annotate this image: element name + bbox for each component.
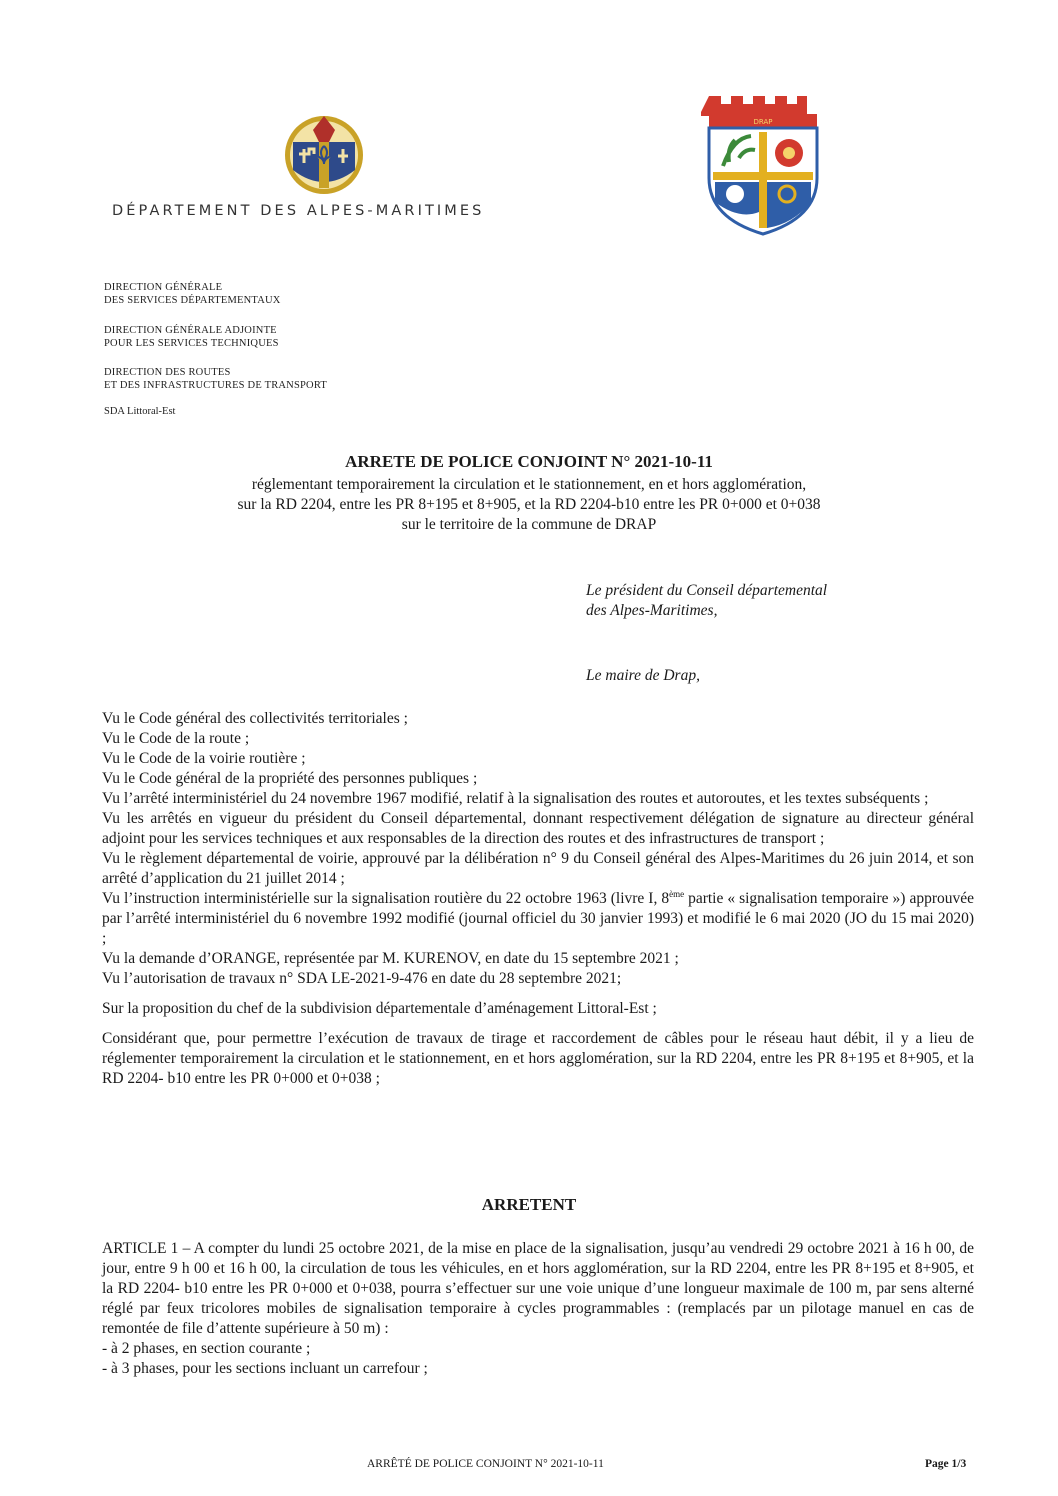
admin-line: DES SERVICES DÉPARTEMENTAUX (104, 295, 281, 306)
visa-item: Vu le Code de la route ; (102, 730, 250, 747)
subtitle-line: sur la RD 2204, entre les PR 8+195 et 8+905, et la RD 2204-b10 entre les PR 0+000 et 0+038 (237, 496, 821, 513)
page-number: Page 1/3 (925, 1458, 967, 1470)
proposition-paragraph: Sur la proposition du chef de la subdivision départementale d’aménagement Littoral-Est ; (102, 1000, 657, 1017)
visa-item: Vu l’arrêté interministériel du 24 novembre 1967 modifié, relatif à la signalisation des routes et autoroutes, et les textes subséquents ; (102, 790, 929, 807)
visas-list (102, 709, 974, 1089)
article-1-item: - à 3 phases, pour les sections incluant un carrefour ; (102, 1360, 428, 1377)
subtitle-line: réglementant temporairement la circulation et le stationnement, en et hors agglomération, (251, 476, 807, 493)
svg-text:DRAP: DRAP (753, 118, 773, 126)
signer-line: Le président du Conseil départemental (586, 582, 828, 599)
visa-item: Vu le règlement départemental de voirie, approuvé par la délibération n° 9 du Conseil général des Alpes-Maritimes du 26 juin 2014, et son arrêté d’application du 21 juillet 2014 ; (102, 850, 974, 887)
arretent-heading: ARRETENT (481, 1195, 577, 1214)
visa-item: Vu le Code général des collectivités territoriales ; (102, 710, 408, 727)
department-name: DÉPARTEMENT DES ALPES-MARITIMES (112, 203, 485, 219)
article-1-text: ARTICLE 1 – A compter du lundi 25 octobre 2021, de la mise en place de la signalisation, jusqu’au vendredi 29 octobre 2021 à 16 h 00, de jour, entre 9 h 00 et 16 h 00, la circulation de tous les véhicules, en et hors agglomération, sur la RD 2204, entre les PR 8+195 et 8+905, et la RD 2204- b10 entre les PR 0+000 et 0+038, pourra s’effectuer sur une voie unique d’une longueur maximale de 100 m, par sens alterné réglé par feux tricolores mobiles de signalisation temporaire à cycles programmables : (remplacés par un pilotage manuel en cas de remontée de file d’attente supérieure à 50 m) : (102, 1240, 974, 1337)
visa-superscript: ème (669, 888, 685, 899)
drap-coat-of-arms-logo (701, 88, 823, 238)
document-title: ARRETE DE POLICE CONJOINT N° 2021-10-11 (345, 452, 713, 471)
admin-block-dgs (104, 281, 281, 307)
signer-line: des Alpes-Maritimes, (586, 602, 718, 619)
visa-text: Vu l’instruction interministérielle sur la signalisation routière du 22 octobre 1963 (livre I, 8 (102, 890, 670, 907)
admin-line: DIRECTION GÉNÉRALE (104, 282, 223, 293)
visa-item: Vu le Code de la voirie routière ; (102, 750, 306, 767)
signer-maire: Le maire de Drap, (586, 667, 700, 684)
visa-item: Vu l’autorisation de travaux n° SDA LE-2021-9-476 en date du 28 septembre 2021; (102, 970, 622, 987)
signer-president (586, 581, 827, 621)
subtitle-line: sur le territoire de la commune de DRAP (401, 516, 657, 533)
considerant-paragraph: Considérant que, pour permettre l’exécution de travaux de tirage et raccordement de câbles pour le réseau haut débit, il y a lieu de réglementer temporairement la circulation et le stationnement, en et hors agglomération, sur la RD 2204, entre les PR 8+195 et 8+905, et la RD 2204- b10 entre les PR 0+000 et 0+038 ; (102, 1030, 974, 1087)
document-subtitle (0, 475, 1058, 535)
visa-item: Vu le Code général de la propriété des personnes publiques ; (102, 770, 478, 787)
admin-line: ET DES INFRASTRUCTURES DE TRANSPORT (104, 380, 328, 391)
admin-block-dga (104, 324, 279, 350)
article-1 (102, 1239, 974, 1379)
visa-item: Vu la demande d’ORANGE, représentée par M. KURENOV, en date du 15 septembre 2021 ; (102, 950, 679, 967)
visa-item: Vu les arrêtés en vigueur du président du Conseil départemental, donnant respectivement délégation de signature au directeur général adjoint pour les services techniques et aux responsables de la direction des routes et des infrastructures de transport ; (102, 810, 974, 847)
footer-reference: ARRÊTÉ DE POLICE CONJOINT N° 2021-10-11 (367, 1458, 604, 1470)
visa-item-instruction (102, 889, 974, 949)
admin-block-drit (104, 366, 327, 392)
admin-line: POUR LES SERVICES TECHNIQUES (104, 338, 279, 349)
visa-text: partie « signalisation temporaire ») approuvée par l’arrêté interministériel du 6 novembre 1992 modifié (journal officiel du 30 janvier 1993) et modifié le 6 mai 2020 (JO du 15 mai 2020) ; (102, 890, 975, 947)
department-seal-logo (283, 112, 365, 200)
admin-line: DIRECTION DES ROUTES (104, 367, 231, 378)
admin-line: DIRECTION GÉNÉRALE ADJOINTE (104, 325, 277, 336)
sda-label: SDA Littoral-Est (104, 406, 176, 417)
article-1-item: - à 2 phases, en section courante ; (102, 1340, 311, 1357)
